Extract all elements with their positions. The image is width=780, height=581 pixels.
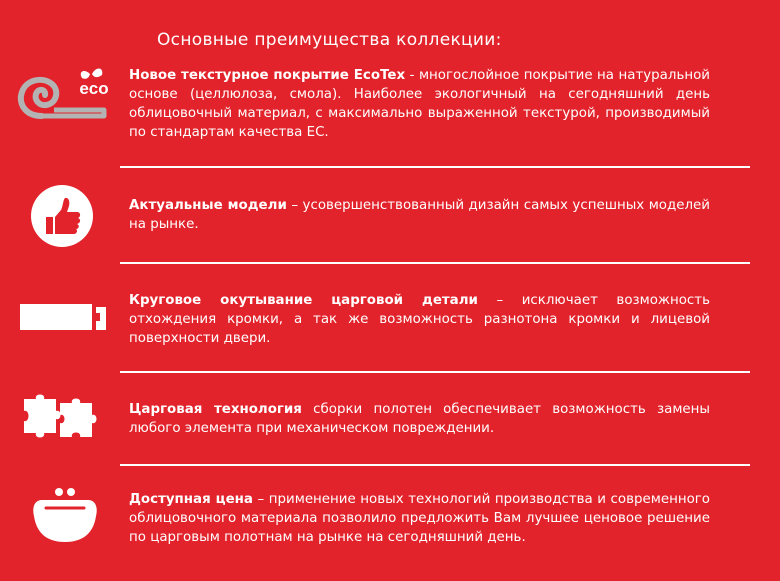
feature-description: – применение новых технологий производства и современного облицовочного материала позволило предложить Вам лучшее ценовое решение по царговым полотнам на рынке на сегодняшний день. [129,492,710,545]
feature-description: – исключает возможность отхождения кромки, а так же возможность разнотона кромки и лицевой поверхности двери. [129,293,710,346]
feature-text [129,490,710,547]
page-title: Основные преимущества коллекции: [157,30,502,50]
divider [120,371,750,373]
divider [120,464,750,466]
eco-label: eco [79,79,109,98]
feature-title: Новое текстурное покрытие EcoTex [129,68,406,83]
feature-text [129,66,710,142]
feature-text [129,400,710,438]
door-panel-icon [20,304,110,338]
thumbs-up-icon [25,184,99,252]
feature-title: Актуальные модели [129,198,287,213]
puzzle-icon [22,393,102,447]
feature-title: Царговая технология [129,402,302,417]
feature-title: Круговое окутывание царговой детали [129,293,478,308]
divider [120,262,750,264]
purse-icon [30,486,100,550]
feature-description: - многослойное покрытие на натуральной основе (целлюлоза, смола). Наиболее экологичный на сегодняшний день облицовочный материал, с максимально выраженной текстурой, производимый по стандартам качества ЕС. [129,68,710,140]
feature-text [129,196,710,234]
feature-description: – усовершенствованный дизайн самых успешных моделей на рынке. [129,198,710,232]
divider [120,166,750,168]
feature-description: сборки полотен обеспечивает возможность замены любого элемента при механическом повреждении. [129,402,710,436]
eco-roll-icon [12,60,112,134]
feature-text [129,291,710,348]
feature-title: Доступная цена [129,492,253,507]
